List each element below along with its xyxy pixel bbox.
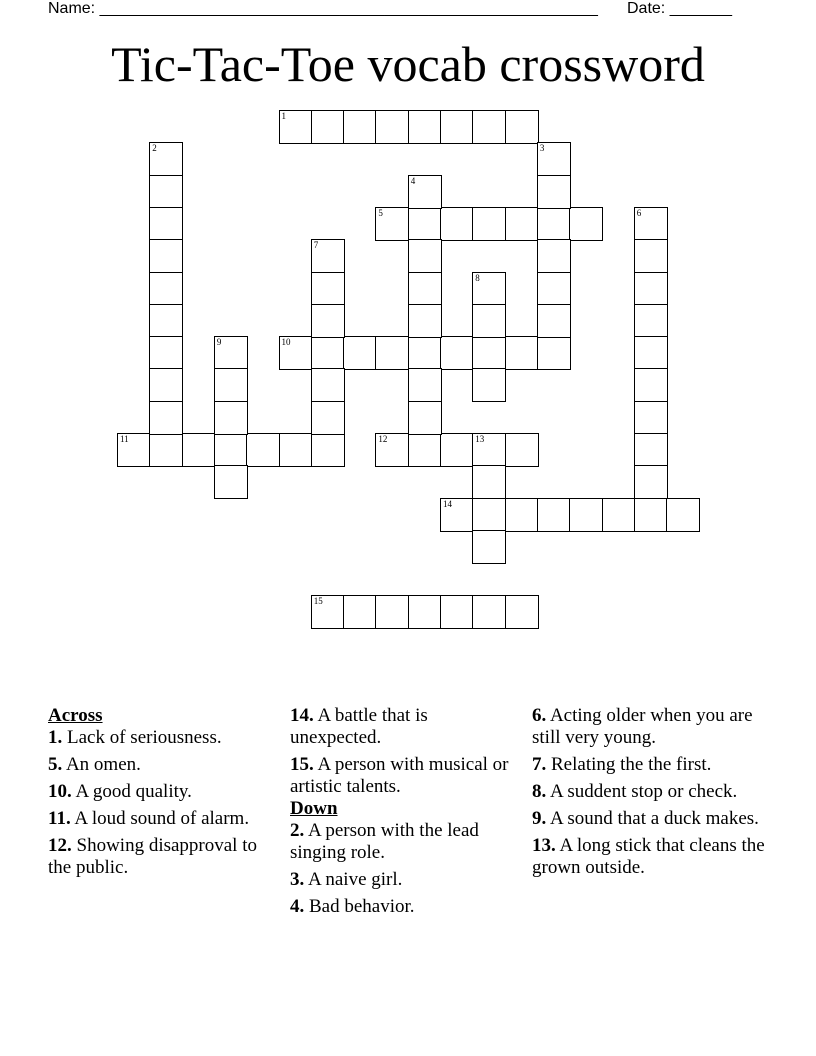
grid-cell[interactable]	[634, 498, 668, 532]
grid-cell[interactable]	[472, 433, 506, 467]
grid-cell[interactable]	[408, 401, 442, 435]
cell-number: 5	[378, 207, 383, 218]
grid-cell[interactable]	[149, 239, 183, 273]
grid-cell[interactable]	[537, 272, 571, 306]
clues-column-1	[48, 705, 273, 884]
grid-cell[interactable]	[472, 498, 506, 532]
grid-cell[interactable]	[569, 498, 603, 532]
grid-cell[interactable]	[279, 433, 313, 467]
clues-column-3	[532, 705, 772, 884]
grid-cell[interactable]	[343, 110, 377, 144]
cell-number: 1	[281, 111, 286, 121]
grid-cell[interactable]	[537, 304, 571, 338]
clues-column-2	[290, 705, 520, 923]
grid-cell[interactable]	[375, 110, 409, 144]
grid-cell[interactable]	[279, 110, 313, 144]
grid-cell[interactable]	[311, 401, 345, 435]
cell-number: 10	[281, 337, 291, 348]
grid-cell[interactable]	[472, 595, 506, 629]
grid-cell[interactable]	[375, 433, 409, 467]
grid-cell[interactable]	[634, 239, 668, 273]
grid-cell[interactable]	[311, 433, 345, 467]
clue-down-13: 13. A long stick that cleans the grown outside.	[532, 835, 765, 878]
grid-cell[interactable]	[634, 272, 668, 306]
grid-cell[interactable]	[505, 110, 539, 144]
grid-cell[interactable]	[666, 498, 700, 532]
grid-cell[interactable]	[634, 368, 668, 402]
grid-cell[interactable]	[182, 433, 216, 467]
cell-number: 13	[475, 434, 485, 444]
clue-across-12: 12. Showing disapproval to the public.	[48, 835, 257, 878]
clue-down-6: 6. Acting older when you are still very young.	[532, 705, 753, 748]
grid-cell[interactable]	[472, 368, 506, 402]
grid-cell[interactable]	[149, 207, 183, 241]
clue-down-2: 2. A person with the lead singing role.	[290, 820, 479, 863]
clue-down-4: 4. Bad behavior.	[290, 896, 415, 917]
grid-cell[interactable]	[472, 465, 506, 499]
grid-cell[interactable]	[343, 595, 377, 629]
grid-cell[interactable]	[149, 142, 183, 176]
grid-cell[interactable]	[214, 433, 248, 467]
grid-cell[interactable]	[634, 465, 668, 499]
grid-cell[interactable]	[505, 433, 539, 467]
grid-cell[interactable]	[537, 175, 571, 209]
grid-cell[interactable]	[214, 401, 248, 435]
grid-cell[interactable]	[440, 110, 474, 144]
cell-number: 2	[152, 143, 157, 154]
grid-cell[interactable]	[440, 207, 474, 241]
grid-cell[interactable]	[311, 110, 345, 144]
grid-cell[interactable]	[375, 207, 409, 241]
grid-cell[interactable]	[537, 498, 571, 532]
across-heading: Across	[48, 705, 103, 726]
grid-cell[interactable]	[472, 110, 506, 144]
grid-cell[interactable]	[440, 595, 474, 629]
grid-cell[interactable]	[472, 207, 506, 241]
grid-cell[interactable]	[311, 595, 345, 629]
clue-down-8: 8. A suddent stop or check.	[532, 781, 738, 802]
grid-cell[interactable]	[311, 336, 345, 370]
cell-number: 15	[313, 595, 323, 606]
grid-cell[interactable]	[537, 239, 571, 273]
grid-cell[interactable]	[505, 498, 539, 532]
grid-cell[interactable]	[472, 336, 506, 370]
grid-cell[interactable]	[408, 207, 442, 241]
grid-cell[interactable]	[505, 336, 539, 370]
clue-down-9: 9. A sound that a duck makes.	[532, 808, 759, 829]
grid-cell[interactable]	[149, 175, 183, 209]
grid-cell[interactable]	[214, 465, 248, 499]
down-heading: Down	[290, 798, 338, 819]
clue-across-15: 15. A person with musical or artistic talents.	[290, 754, 509, 797]
grid-cell[interactable]	[537, 336, 571, 370]
grid-cell[interactable]	[149, 272, 183, 306]
clue-across-10: 10. A good quality.	[48, 781, 192, 802]
grid-cell[interactable]	[311, 272, 345, 306]
grid-cell[interactable]	[375, 336, 409, 370]
grid-cell[interactable]	[408, 433, 442, 467]
cell-number: 4	[410, 175, 416, 186]
cell-number: 14	[443, 498, 452, 509]
grid-cell[interactable]	[472, 304, 506, 338]
grid-cell[interactable]	[408, 368, 442, 402]
grid-cell[interactable]	[634, 433, 668, 467]
grid-cell[interactable]	[440, 336, 474, 370]
grid-cell[interactable]	[537, 142, 571, 176]
grid-cell[interactable]	[311, 368, 345, 402]
cell-number: 8	[475, 272, 480, 283]
grid-cell[interactable]	[408, 336, 442, 370]
grid-cell[interactable]	[149, 336, 183, 370]
clue-across-5: 5. An omen.	[48, 754, 141, 775]
grid-cell[interactable]	[472, 530, 506, 564]
date-line: Date: _______	[627, 0, 732, 17]
grid-cell[interactable]	[246, 433, 280, 467]
grid-cell[interactable]	[375, 595, 409, 629]
grid-cell[interactable]	[634, 336, 668, 370]
grid-cell[interactable]	[505, 207, 539, 241]
grid-cell[interactable]	[472, 272, 506, 306]
clue-across-1: 1. Lack of seriousness.	[48, 727, 222, 748]
grid-cell[interactable]	[149, 368, 183, 402]
grid-cell[interactable]	[214, 368, 248, 402]
grid-cell[interactable]	[569, 207, 603, 241]
grid-cell[interactable]	[149, 304, 183, 338]
name-line: Name: ________________________________________________________	[48, 0, 598, 17]
grid-cell[interactable]	[311, 239, 345, 273]
grid-cell[interactable]	[214, 336, 248, 370]
clue-across-14: 14. A battle that is unexpected.	[290, 705, 428, 748]
grid-cell[interactable]	[440, 498, 474, 532]
clue-across-11: 11. A loud sound of alarm.	[48, 808, 250, 829]
grid-cell[interactable]	[311, 304, 345, 338]
grid-cell[interactable]	[408, 272, 442, 306]
grid-cell[interactable]	[279, 336, 313, 370]
page-title: Tic-Tac-Toe vocab crossword	[111, 36, 705, 92]
grid-cell[interactable]	[408, 239, 442, 273]
grid-cell[interactable]	[149, 433, 183, 467]
cell-number: 9	[216, 337, 222, 348]
grid-cell[interactable]	[149, 401, 183, 435]
grid-cell[interactable]	[408, 110, 442, 144]
grid-cell[interactable]	[408, 175, 442, 209]
grid-cell[interactable]	[117, 433, 151, 467]
cell-number: 12	[378, 434, 388, 444]
grid-cell[interactable]	[602, 498, 636, 532]
grid-cell[interactable]	[505, 595, 539, 629]
cell-number: 11	[120, 434, 129, 444]
cell-number: 6	[636, 207, 642, 218]
clue-down-7: 7. Relating the the first.	[532, 754, 712, 775]
grid-cell[interactable]	[634, 304, 668, 338]
clue-down-3: 3. A naive girl.	[290, 869, 403, 890]
grid-cell[interactable]	[634, 207, 668, 241]
grid-cell[interactable]	[408, 595, 442, 629]
grid-cell[interactable]	[343, 336, 377, 370]
grid-cell[interactable]	[408, 304, 442, 338]
cell-number: 3	[539, 143, 545, 154]
grid-cell[interactable]	[634, 401, 668, 435]
grid-cell[interactable]	[440, 433, 474, 467]
cell-number: 7	[313, 240, 319, 251]
grid-cell[interactable]	[537, 207, 571, 241]
